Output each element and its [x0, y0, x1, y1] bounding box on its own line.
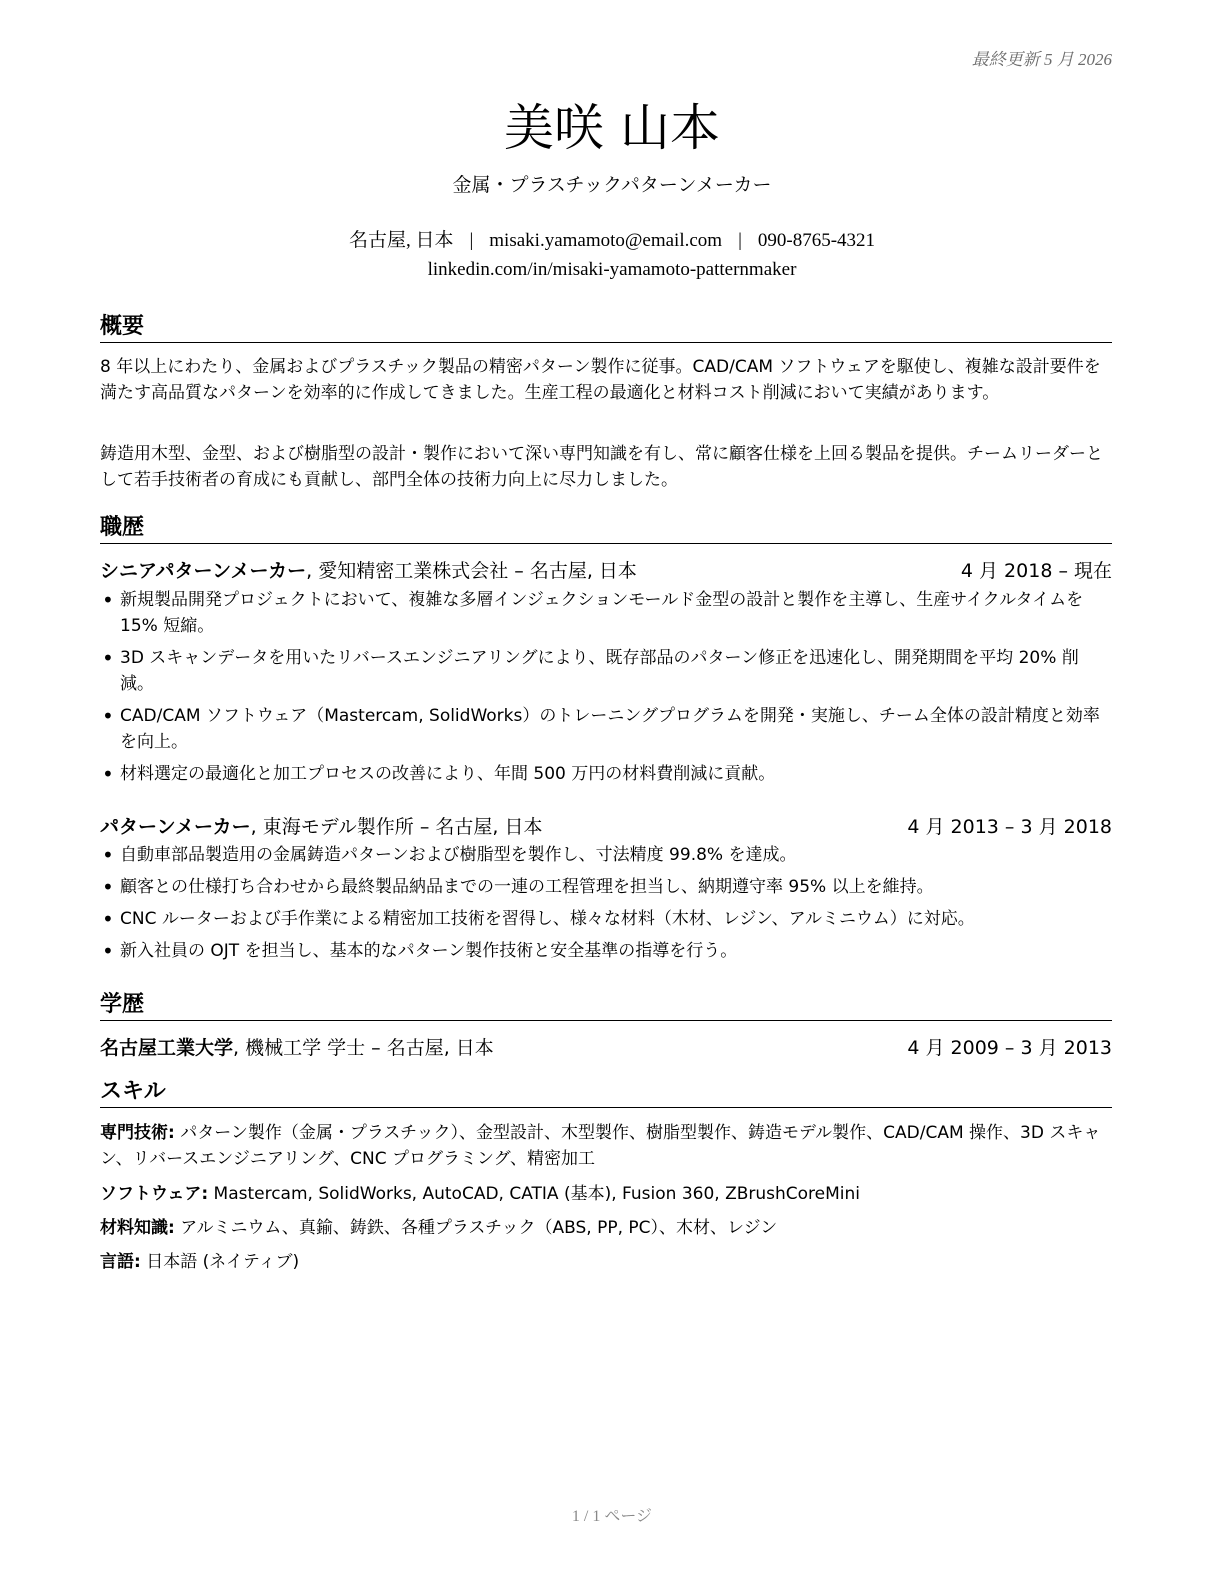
skill-value: パターン製作（金属・プラスチック）、金型設計、木型製作、樹脂型製作、鋳造モデル製作、CAD/CAM 操作、3D スキャン、リバースエンジニアリング、CNC プログラミング、精密加工 — [100, 1123, 1101, 1169]
job-bullets — [100, 842, 1112, 970]
job-bullets — [100, 587, 1112, 793]
summary-paragraph: 鋳造用木型、金型、および樹脂型の設計・製作において深い専門知識を有し、常に顧客仕様を上回る製品を提供。チームリーダーとして若手技術者の育成にも貢献し、部門全体の技術力向上に尽力しました。 — [100, 444, 1103, 490]
location: 名古屋, 日本 — [348, 230, 454, 251]
job-title: シニアパターンメーカー — [100, 560, 307, 582]
job-header — [100, 556, 1112, 583]
section-title-education: 学歴 — [100, 987, 1112, 1021]
section-title-experience: 職歴 — [100, 510, 1112, 544]
skill-label: 専門技術: — [100, 1123, 175, 1143]
list-item: • 自動車部品製造用の金属鋳造パターンおよび樹脂型を製作し、寸法精度 99.8% を達成。 — [100, 842, 1112, 868]
candidate-name: 美咲 山本 — [504, 99, 720, 157]
skill-line — [100, 1249, 1112, 1275]
job-date: 4 月 2018 – 現在 — [960, 560, 1112, 582]
candidate-role: 金属・プラスチックパターンメーカー — [452, 174, 772, 196]
skill-label: 言語: — [100, 1252, 141, 1272]
page-number: 1 / 1 ページ — [571, 1508, 653, 1525]
section-title-skills: スキル — [100, 1074, 1112, 1108]
skill-label: 材料知識: — [100, 1218, 175, 1238]
list-item: • 新入社員の OJT を担当し、基本的なパターン製作技術と安全基準の指導を行う。 — [100, 938, 1112, 964]
education-date: 4 月 2009 – 3 月 2013 — [907, 1037, 1112, 1059]
skill-line — [100, 1215, 1112, 1241]
list-item: • CAD/CAM ソフトウェア（Mastercam, SolidWorks）のトレーニングプログラムを開発・実施し、チーム全体の設計精度と効率を向上。 — [100, 703, 1112, 755]
separator: | — [738, 230, 742, 251]
skill-value: アルミニウム、真鍮、鋳鉄、各種プラスチック（ABS, PP, PC）、木材、レジン — [174, 1218, 778, 1238]
email-link[interactable]: misaki.yamamoto@email.com — [489, 230, 723, 251]
skill-value: 日本語 (ネイティブ) — [140, 1252, 300, 1272]
list-item: • 材料選定の最適化と加工プロセスの改善により、年間 500 万円の材料費削減に貢献。 — [100, 761, 1112, 787]
list-item: • 3D スキャンデータを用いたリバースエンジニアリングにより、既存部品のパターン修正を迅速化し、開発期間を平均 20% 削減。 — [100, 645, 1112, 697]
list-item: • CNC ルーターおよび手作業による精密加工技術を習得し、様々な材料（木材、レジン、アルミニウム）に対応。 — [100, 906, 1112, 932]
degree: , 機械工学 学士 – 名古屋, 日本 — [233, 1037, 494, 1059]
education-entry — [100, 1033, 1112, 1060]
list-item: • 新規製品開発プロジェクトにおいて、複雑な多層インジェクションモールド金型の設計と製作を主導し、生産サイクルタイムを 15% 短縮。 — [100, 587, 1112, 639]
skill-value: Mastercam, SolidWorks, AutoCAD, CATIA (基本), Fusion 360, ZBrushCoreMini — [208, 1184, 861, 1204]
job-header — [100, 812, 1112, 839]
separator: | — [469, 230, 474, 251]
job-company: , 愛知精密工業株式会社 – 名古屋, 日本 — [306, 560, 637, 582]
contact-line — [0, 225, 1224, 252]
job-company: , 東海モデル製作所 – 名古屋, 日本 — [250, 816, 543, 838]
skill-line — [100, 1181, 1112, 1207]
school-name: 名古屋工業大学 — [100, 1037, 234, 1059]
job-date: 4 月 2013 – 3 月 2018 — [907, 816, 1112, 838]
skill-label: ソフトウェア: — [100, 1184, 209, 1204]
last-updated: 最終更新 5 月 2026 — [971, 50, 1112, 69]
job-title: パターンメーカー — [100, 816, 251, 838]
skill-line — [100, 1120, 1112, 1172]
list-item: • 顧客との仕様打ち合わせから最終製品納品までの一連の工程管理を担当し、納期遵守率 95% 以上を維持。 — [100, 874, 1112, 900]
phone: 090-8765-4321 — [757, 230, 876, 251]
linkedin-link[interactable]: linkedin.com/in/misaki-yamamoto-patternmaker — [427, 259, 797, 280]
summary-paragraph: 8 年以上にわたり、金属およびプラスチック製品の精密パターン製作に従事。CAD/CAM ソフトウェアを駆使し、複雑な設計要件を満たす高品質なパターンを効率的に作成してきました。生産工程の最適化と材料コスト削減において実績があります。 — [100, 357, 1101, 403]
section-title-summary: 概要 — [100, 309, 1112, 343]
